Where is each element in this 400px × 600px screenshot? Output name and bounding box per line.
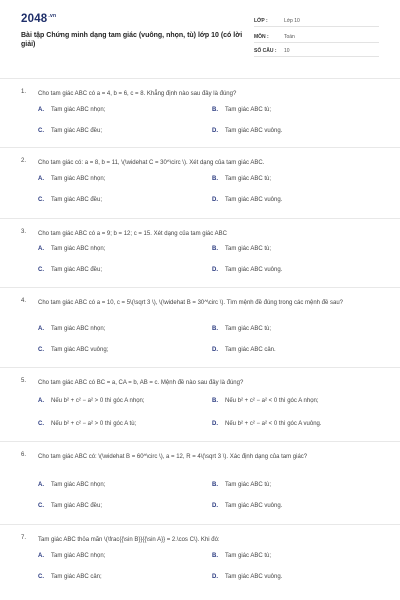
option-d[interactable] — [212, 128, 282, 134]
option-c[interactable] — [38, 267, 102, 273]
option-a[interactable] — [38, 176, 105, 182]
option-text: Tam giác ABC nhọn; — [51, 246, 106, 252]
option-a[interactable] — [38, 398, 145, 404]
option-text: Tam giác ABC nhọn; — [51, 482, 106, 488]
option-text: Tam giác ABC đều; — [51, 197, 103, 203]
option-letter: B. — [212, 176, 218, 182]
question-4 — [0, 287, 400, 353]
option-text: Tam giác ABC cân; — [51, 574, 102, 580]
option-letter: C. — [38, 197, 44, 203]
option-text: Tam giác ABC nhọn; — [51, 107, 106, 113]
option-a[interactable] — [38, 326, 105, 332]
option-b[interactable] — [212, 246, 271, 252]
option-letter: C. — [38, 574, 44, 580]
option-text: Tam giác ABC tù; — [225, 326, 272, 332]
option-letter: A. — [38, 553, 44, 559]
option-letter: D. — [212, 421, 218, 427]
question-7 — [0, 524, 400, 580]
site-logo[interactable] — [21, 13, 56, 25]
option-letter: C. — [38, 347, 44, 353]
option-d[interactable] — [212, 503, 282, 509]
question-text: Cho tam giác ABC có a = 9; b = 12; c = 15. Xét dạng của tam giác ABC — [38, 231, 227, 237]
meta-subject-row — [254, 30, 379, 43]
question-number: 4. — [21, 298, 27, 304]
option-letter: B. — [212, 246, 218, 252]
question-2 — [0, 147, 400, 203]
option-c[interactable] — [38, 128, 102, 134]
option-letter: B. — [212, 553, 218, 559]
option-b[interactable] — [212, 107, 271, 113]
option-text: Tam giác ABC vuông. — [225, 128, 283, 134]
option-text: Nếu b² + c² − a² > 0 thì góc A tù; — [51, 421, 137, 427]
option-letter: C. — [38, 503, 44, 509]
meta-class-row — [254, 14, 379, 27]
meta-label: MÔN : — [254, 34, 269, 40]
question-text: Cho tam giác ABC có a = 10, c = 5\(\sqrt 3 \), \(\widehat B = 30^\circ \). Tìm mệnh đề đúng trong các mệnh đề sau? — [38, 300, 344, 306]
option-letter: D. — [212, 197, 218, 203]
logo-text: 2048 — [21, 13, 48, 25]
option-text: Tam giác ABC tù; — [225, 553, 272, 559]
question-text: Cho tam giác có: a = 8, b = 11, \(\widehat C = 30^\circ \). Xét dạng của tam giác ABC. — [38, 160, 265, 166]
option-b[interactable] — [212, 398, 319, 404]
option-c[interactable] — [38, 421, 136, 427]
question-5 — [0, 367, 400, 427]
question-1 — [0, 78, 400, 134]
question-number: 3. — [21, 229, 27, 235]
option-text: Tam giác ABC vuông; — [51, 347, 109, 353]
option-text: Tam giác ABC tù; — [225, 176, 272, 182]
option-text: Tam giác ABC tù; — [225, 246, 272, 252]
option-letter: A. — [38, 246, 44, 252]
option-letter: B. — [212, 107, 218, 113]
option-c[interactable] — [38, 197, 102, 203]
option-letter: A. — [38, 482, 44, 488]
question-number: 5. — [21, 378, 27, 384]
meta-label: LỚP : — [254, 18, 268, 24]
option-letter: A. — [38, 326, 44, 332]
option-letter: B. — [212, 398, 218, 404]
option-letter: B. — [212, 482, 218, 488]
question-6 — [0, 441, 400, 509]
option-d[interactable] — [212, 421, 322, 427]
option-letter: D. — [212, 574, 218, 580]
option-letter: D. — [212, 503, 218, 509]
meta-value: Lớp 10 — [284, 18, 300, 24]
meta-value: 10 — [284, 48, 290, 54]
question-number: 7. — [21, 535, 27, 541]
option-letter: D. — [212, 347, 218, 353]
option-text: Tam giác ABC cân. — [225, 347, 276, 353]
option-letter: D. — [212, 267, 218, 273]
option-text: Tam giác ABC đều; — [51, 503, 103, 509]
option-text: Tam giác ABC nhọn; — [51, 553, 106, 559]
page-title: Bài tập Chứng minh dạng tam giác (vuông, nhọn, tù) lớp 10 (có lời giải) — [21, 32, 243, 48]
option-text: Tam giác ABC vuông. — [225, 197, 283, 203]
worksheet-header — [0, 0, 400, 66]
question-number: 6. — [21, 452, 27, 458]
question-3 — [0, 218, 400, 273]
option-text: Tam giác ABC vuông. — [225, 267, 283, 273]
meta-count-row — [254, 44, 379, 57]
option-text: Tam giác ABC nhọn; — [51, 326, 106, 332]
option-letter: C. — [38, 267, 44, 273]
question-text: Cho tam giác ABC có BC = a, CA = b, AB = c. Mệnh đề nào sau đây là đúng? — [38, 380, 244, 386]
option-a[interactable] — [38, 482, 105, 488]
option-letter: C. — [38, 128, 44, 134]
meta-label: SỐ CÂU : — [254, 48, 277, 54]
option-text: Tam giác ABC đều; — [51, 128, 103, 134]
option-letter: B. — [212, 326, 218, 332]
option-d[interactable] — [212, 267, 282, 273]
option-text: Tam giác ABC tù; — [225, 482, 272, 488]
option-b[interactable] — [212, 326, 271, 332]
option-d[interactable] — [212, 347, 276, 353]
option-a[interactable] — [38, 553, 105, 559]
question-text: Tam giác ABC thỏa mãn \(\frac{{\sin B}}{{\sin A}} = 2.\cos C\). Khi đó: — [38, 537, 220, 543]
option-c[interactable] — [38, 347, 108, 353]
option-b[interactable] — [212, 553, 271, 559]
option-a[interactable] — [38, 246, 105, 252]
option-letter: A. — [38, 107, 44, 113]
option-text: Nếu b² + c² − a² < 0 thì góc A vuông. — [225, 421, 322, 427]
option-b[interactable] — [212, 176, 271, 182]
logo-suffix: .vn — [48, 13, 57, 19]
option-text: Tam giác ABC nhọn; — [51, 176, 106, 182]
meta-value: Toán — [284, 34, 295, 40]
option-d[interactable] — [212, 574, 282, 580]
question-number: 2. — [21, 158, 27, 164]
option-b[interactable] — [212, 482, 271, 488]
question-text: Cho tam giác ABC có: \(\widehat B = 60^\circ \), a = 12, R = 4\(\sqrt 3 \). Xác định dạng của tam giác? — [38, 454, 308, 460]
option-c[interactable] — [38, 503, 102, 509]
option-text: Nếu b² + c² − a² > 0 thì góc A nhọn; — [51, 398, 145, 404]
question-number: 1. — [21, 89, 27, 95]
option-text: Tam giác ABC đều; — [51, 267, 103, 273]
option-c[interactable] — [38, 574, 102, 580]
option-letter: C. — [38, 421, 44, 427]
option-text: Tam giác ABC tù; — [225, 107, 272, 113]
option-letter: A. — [38, 398, 44, 404]
option-a[interactable] — [38, 107, 105, 113]
option-text: Tam giác ABC vuông. — [225, 503, 283, 509]
question-text: Cho tam giác ABC có a = 4, b = 6, c = 8. Khẳng định nào sau đây là đúng? — [38, 91, 237, 97]
option-text: Nếu b² + c² − a² < 0 thì góc A nhọn; — [225, 398, 319, 404]
option-d[interactable] — [212, 197, 282, 203]
option-text: Tam giác ABC vuông. — [225, 574, 283, 580]
option-letter: A. — [38, 176, 44, 182]
option-letter: D. — [212, 128, 218, 134]
